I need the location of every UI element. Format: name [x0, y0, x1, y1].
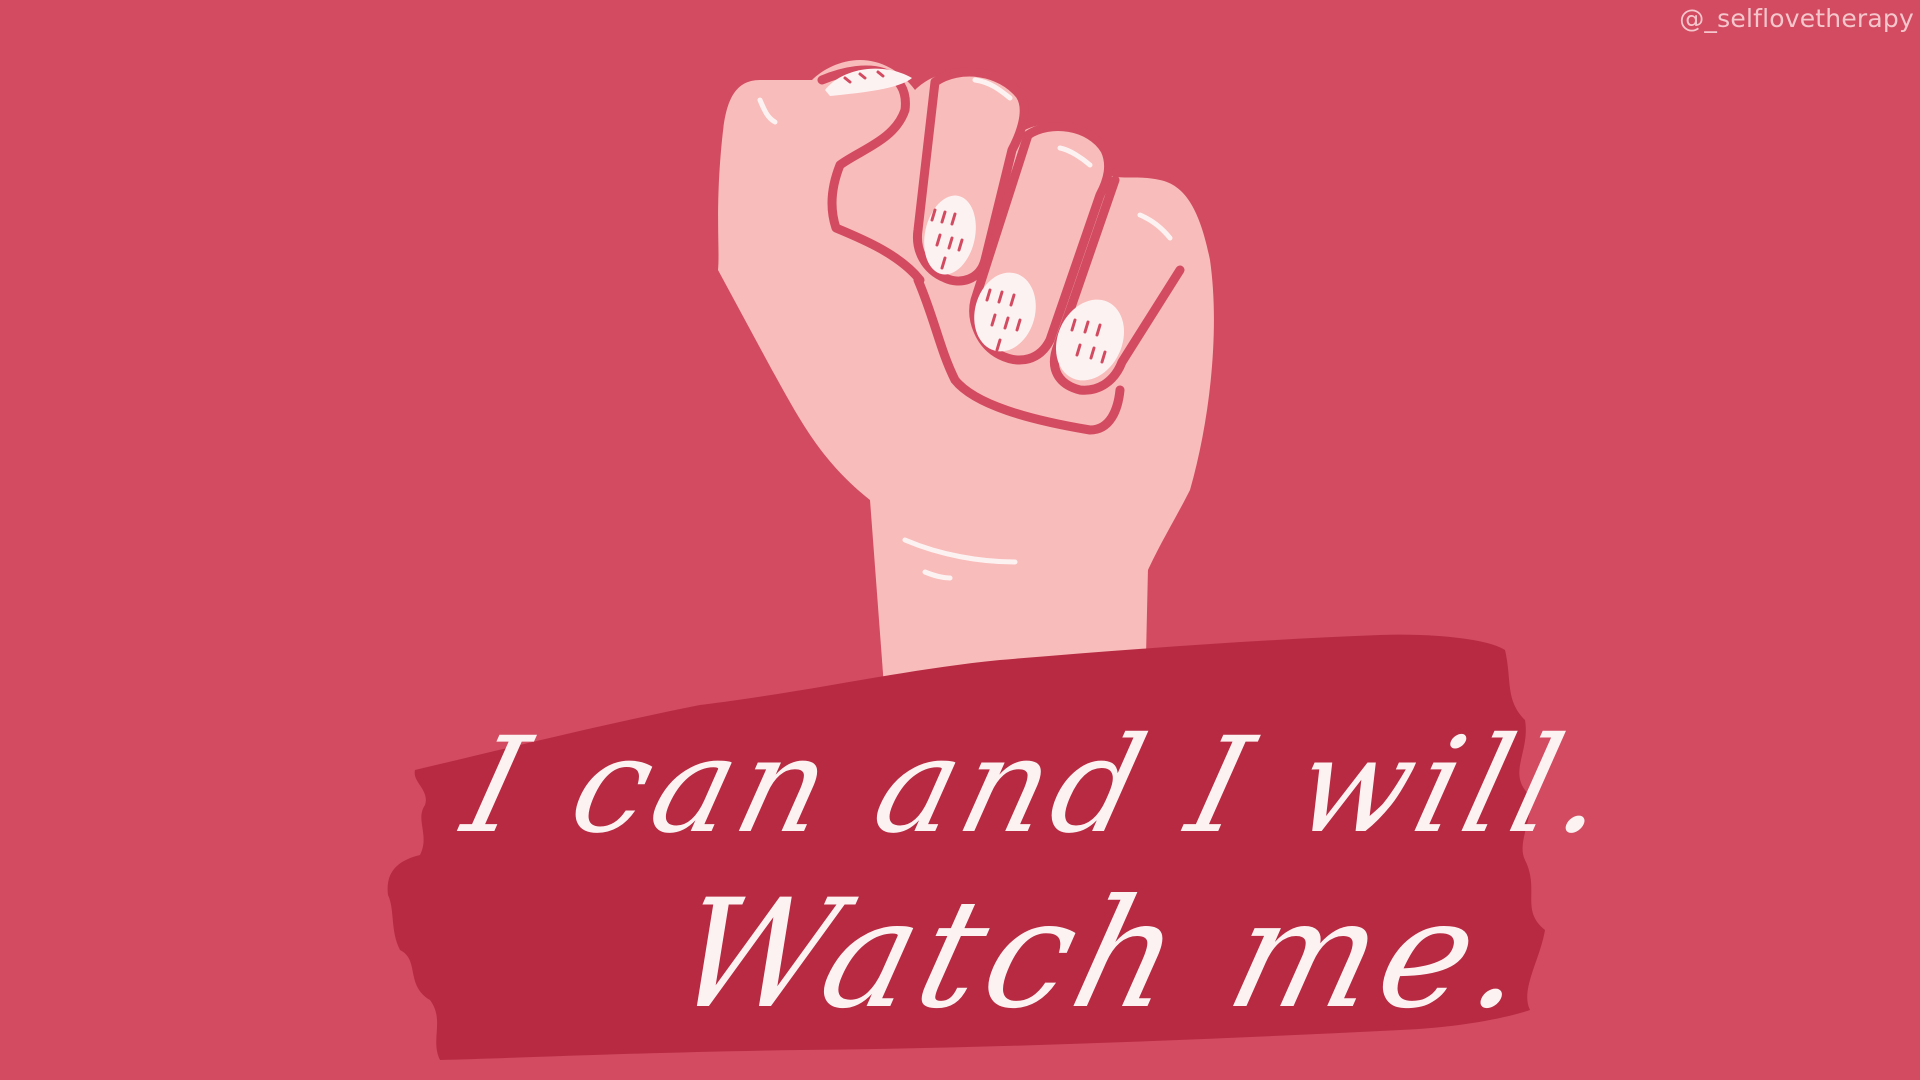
raised-fist-icon [718, 60, 1214, 700]
watermark-handle: @_selflovetherapy [1679, 4, 1914, 33]
quote [380, 630, 1631, 1050]
quote-line-1: I can and I will. [450, 709, 1631, 863]
quote-line-2: Watch me. [658, 868, 1554, 1042]
